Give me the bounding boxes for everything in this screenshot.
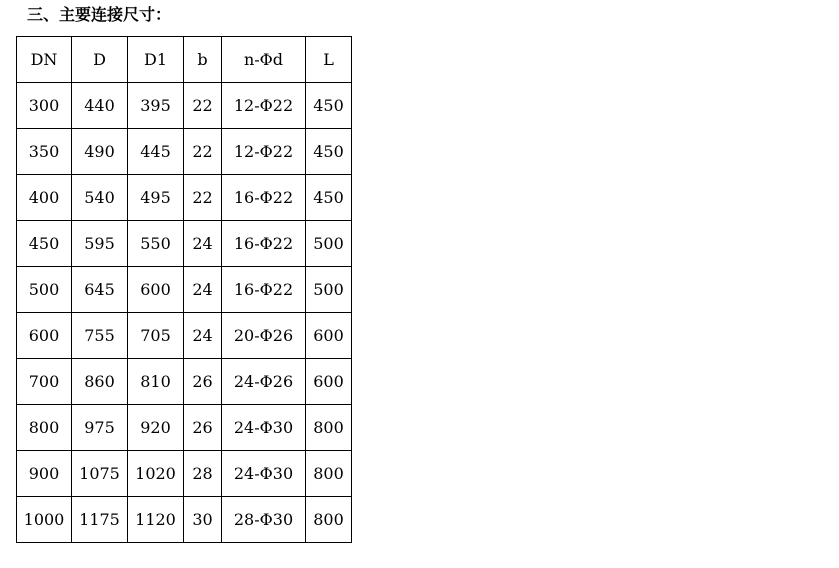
cell-n-phi-d: 16-Φ22 [222, 221, 306, 267]
table-row [17, 83, 352, 129]
cell-b: 24 [184, 267, 222, 313]
cell-d1: 920 [128, 405, 184, 451]
cell-d1: 1120 [128, 497, 184, 543]
cell-d: 1075 [72, 451, 128, 497]
table-row [17, 313, 352, 359]
table-row [17, 497, 352, 543]
column-header-d: D [72, 37, 128, 83]
cell-d1: 395 [128, 83, 184, 129]
cell-dn: 400 [17, 175, 72, 221]
cell-d: 645 [72, 267, 128, 313]
cell-d: 595 [72, 221, 128, 267]
cell-l: 500 [306, 221, 352, 267]
cell-dn: 1000 [17, 497, 72, 543]
cell-b: 24 [184, 313, 222, 359]
cell-dn: 700 [17, 359, 72, 405]
cell-l: 450 [306, 83, 352, 129]
column-header-d1: D1 [128, 37, 184, 83]
cell-d1: 600 [128, 267, 184, 313]
cell-d1: 445 [128, 129, 184, 175]
cell-n-phi-d: 24-Φ30 [222, 451, 306, 497]
cell-b: 30 [184, 497, 222, 543]
cell-d: 540 [72, 175, 128, 221]
cell-l: 450 [306, 129, 352, 175]
cell-dn: 300 [17, 83, 72, 129]
cell-d: 440 [72, 83, 128, 129]
cell-l: 600 [306, 359, 352, 405]
cell-b: 28 [184, 451, 222, 497]
cell-d: 860 [72, 359, 128, 405]
cell-dn: 800 [17, 405, 72, 451]
cell-d1: 550 [128, 221, 184, 267]
cell-d1: 810 [128, 359, 184, 405]
cell-n-phi-d: 12-Φ22 [222, 129, 306, 175]
cell-n-phi-d: 16-Φ22 [222, 175, 306, 221]
cell-n-phi-d: 28-Φ30 [222, 497, 306, 543]
cell-d: 490 [72, 129, 128, 175]
cell-dn: 350 [17, 129, 72, 175]
table-row [17, 129, 352, 175]
cell-d: 1175 [72, 497, 128, 543]
cell-l: 800 [306, 451, 352, 497]
column-header-n-phi-d: n-Φd [222, 37, 306, 83]
cell-d1: 495 [128, 175, 184, 221]
header-row [17, 37, 352, 83]
cell-dn: 600 [17, 313, 72, 359]
cell-d: 755 [72, 313, 128, 359]
cell-b: 22 [184, 129, 222, 175]
table-row [17, 359, 352, 405]
table-row [17, 451, 352, 497]
cell-b: 24 [184, 221, 222, 267]
column-header-dn: DN [17, 37, 72, 83]
cell-dn: 500 [17, 267, 72, 313]
cell-l: 450 [306, 175, 352, 221]
cell-l: 500 [306, 267, 352, 313]
column-header-b: b [184, 37, 222, 83]
cell-d1: 705 [128, 313, 184, 359]
cell-n-phi-d: 16-Φ22 [222, 267, 306, 313]
column-header-l: L [306, 37, 352, 83]
cell-dn: 900 [17, 451, 72, 497]
cell-l: 600 [306, 313, 352, 359]
table-row [17, 175, 352, 221]
cell-b: 22 [184, 83, 222, 129]
cell-l: 800 [306, 497, 352, 543]
cell-b: 22 [184, 175, 222, 221]
table-row [17, 221, 352, 267]
cell-d: 975 [72, 405, 128, 451]
cell-n-phi-d: 24-Φ26 [222, 359, 306, 405]
cell-dn: 450 [17, 221, 72, 267]
cell-n-phi-d: 12-Φ22 [222, 83, 306, 129]
cell-b: 26 [184, 405, 222, 451]
table-row [17, 405, 352, 451]
section-heading: 三、主要连接尺寸： [27, 5, 172, 24]
table-row [17, 267, 352, 313]
table-body [17, 83, 352, 543]
cell-d1: 1020 [128, 451, 184, 497]
cell-l: 800 [306, 405, 352, 451]
connection-dimensions-table [16, 36, 352, 543]
cell-n-phi-d: 20-Φ26 [222, 313, 306, 359]
cell-b: 26 [184, 359, 222, 405]
table-header [17, 37, 352, 83]
cell-n-phi-d: 24-Φ30 [222, 405, 306, 451]
